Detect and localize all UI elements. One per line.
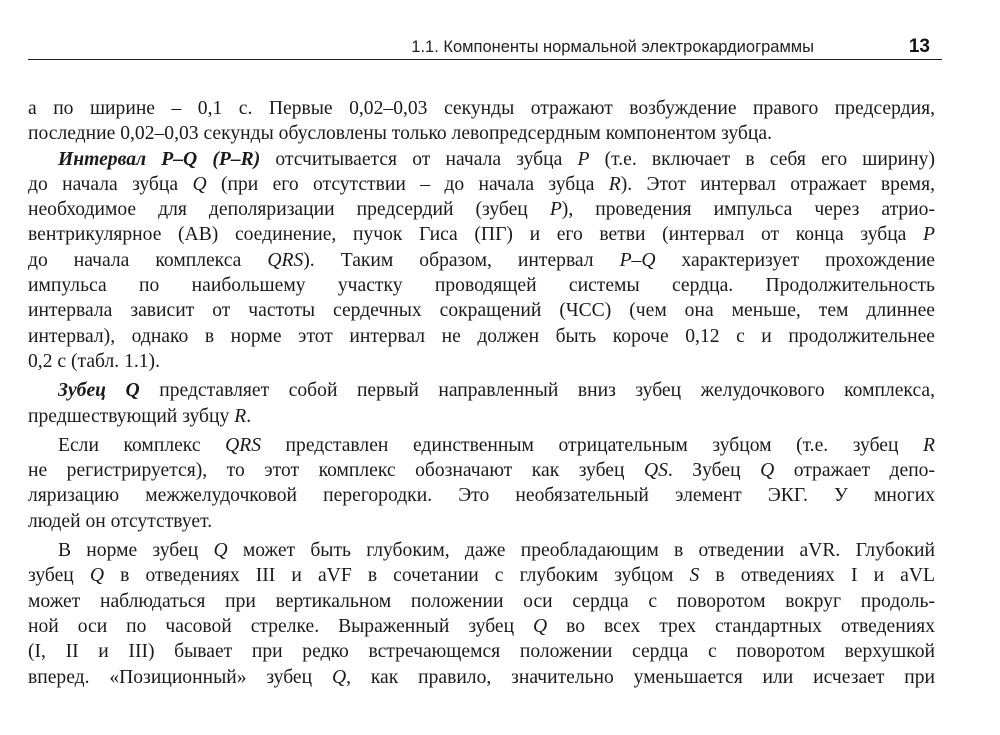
- body-text: [28, 96, 935, 690]
- paragraph-qrs: Если комплекс QRS представлен единственным отрицательным зубцом (т.е. зубец R: [58, 434, 936, 456]
- text-line: импульса по наибольшему участку проводящей системы сердца. Продолжительность: [28, 275, 935, 297]
- paragraph-normal-q: В норме зубец Q может быть глубоким, даже преобладающим в отведении aVR. Глубокий: [58, 540, 935, 562]
- text-line: ной оси по часовой стрелке. Выраженный зубец Q во всех трех стандартных отведениях: [28, 615, 935, 637]
- paragraph-interval-pq: Интервал P–Q (P–R) отсчитывается от начала зубца P (т.е. включает в себя его ширину): [58, 148, 935, 170]
- text-line: интервала зависит от частоты сердечных сокращений (ЧСС) (чем она меньше, тем длиннее: [28, 300, 935, 322]
- text-line: (I, II и III) бывает при редко встречающемся положении сердца с поворотом верхушкой: [28, 641, 935, 663]
- text-line: до начала комплекса QRS). Таким образом, интервал P–Q характеризует прохождение: [28, 249, 936, 271]
- text-line: а по ширине – 0,1 с. Первые 0,02–0,03 секунды отражают возбуждение правого предсердия,: [28, 98, 935, 119]
- text-line: зубец Q в отведениях III и aVF в сочетании с глубоким зубцом S в отведениях I и aVL: [28, 565, 935, 587]
- text-line: 0,2 с (табл. 1.1).: [28, 350, 160, 372]
- text-line: до начала зубца Q (при его отсутствии – до начала зубца R). Этот интервал отражает время,: [28, 173, 935, 195]
- text-line: ляризацию межжелудочковой перегородки. Это необязательный элемент ЭКГ. У многих: [28, 485, 935, 507]
- text-line: вентрикулярное (АВ) соединение, пучок Гиса (ПГ) и его ветви (интервал от конца зубца P: [28, 224, 935, 246]
- paragraph-q-wave: Зубец Q представляет собой первый направленный вниз зубец желудочкового комплекса,: [58, 380, 935, 402]
- text-line: последние 0,02–0,03 секунды обусловлены только левопредсердным компонентом зубца.: [28, 123, 772, 145]
- text-line: не регистрируется), то этот комплекс обозначают как зубец QS. Зубец Q отражает депо-: [28, 460, 936, 482]
- page-header: [28, 33, 942, 60]
- text-line: интервал), однако в норме этот интервал не должен быть короче 0,12 с и продолжительнее: [28, 325, 935, 347]
- text-line: может наблюдаться при вертикальном положении оси сердца с поворотом вокруг продоль-: [28, 590, 935, 612]
- page-number: 13: [908, 36, 930, 57]
- text-line: людей он отсутствует.: [28, 510, 213, 532]
- running-head: 1.1. Компоненты нормальной электрокардиограммы: [411, 38, 814, 56]
- text-line: необходимое для деполяризации предсердий (зубец P), проведения импульса через атрио-: [28, 199, 935, 221]
- text-line: предшествующий зубцу R.: [28, 405, 252, 427]
- text-line: вперед. «Позиционный» зубец Q, как правило, значительно уменьшается или исчезает при: [28, 666, 935, 688]
